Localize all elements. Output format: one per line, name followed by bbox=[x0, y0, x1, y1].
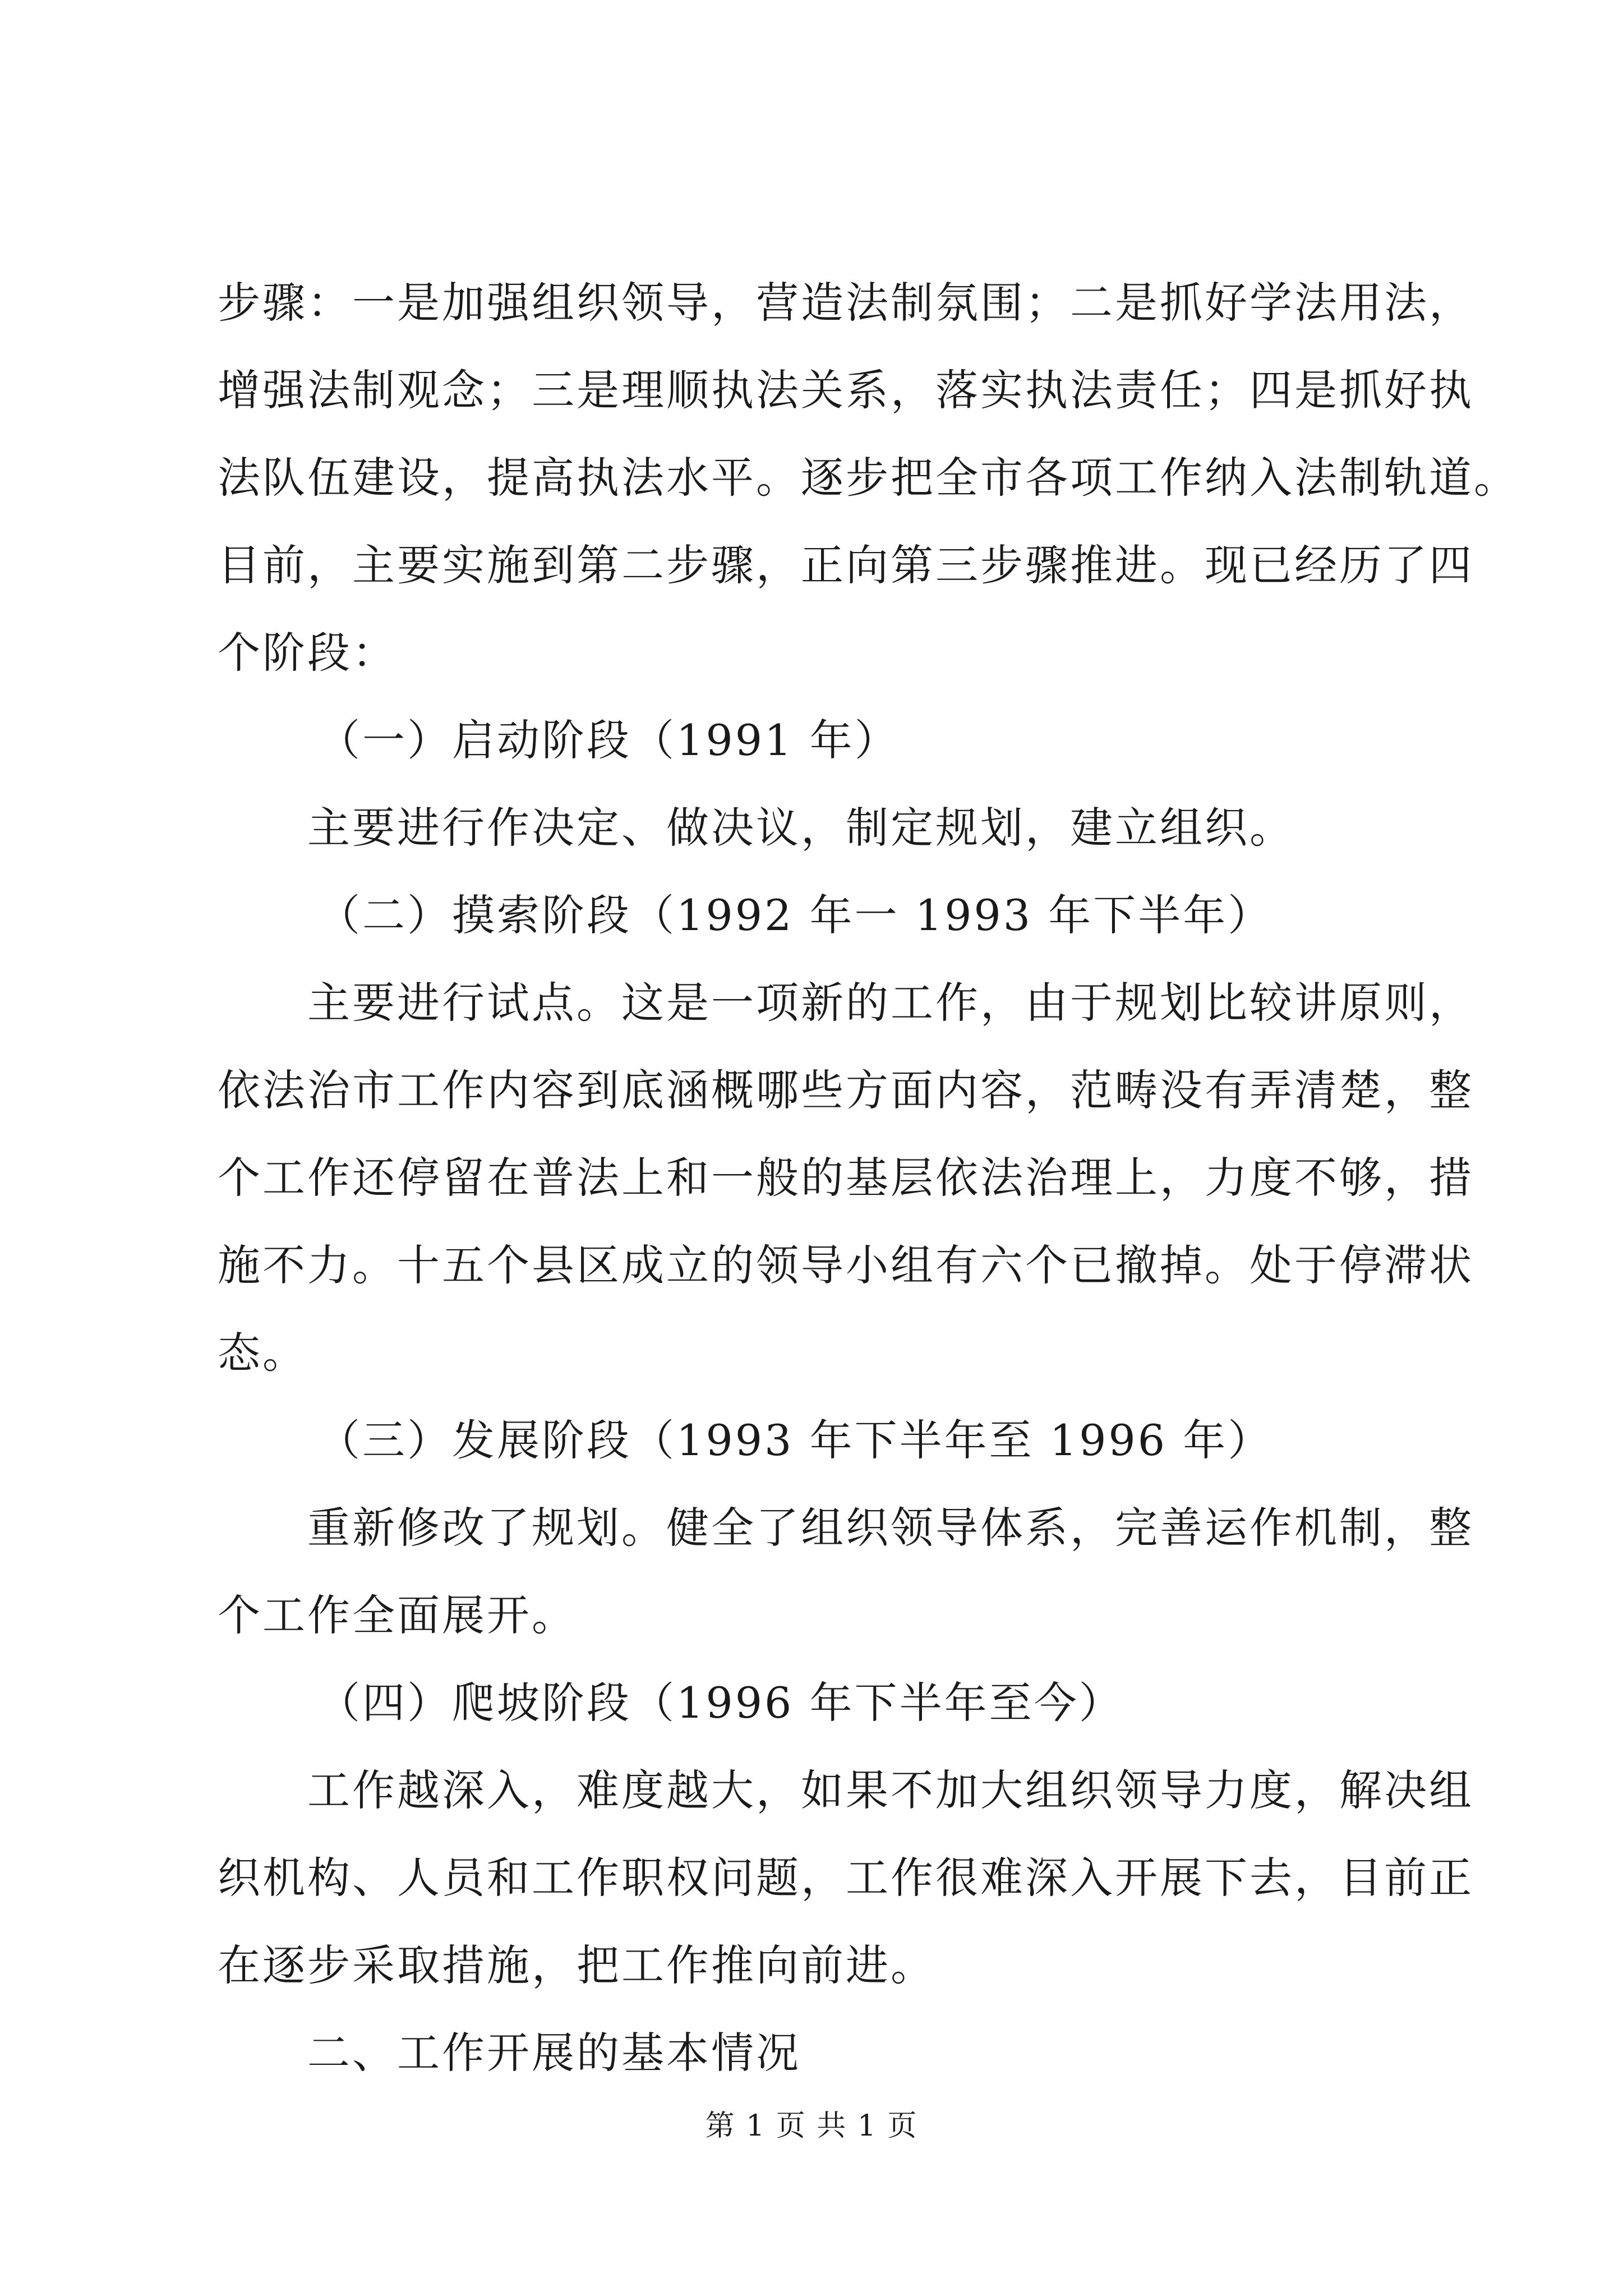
paragraph-line: 态。 bbox=[218, 1328, 307, 1378]
section-heading: （四）爬坡阶段（1996 年下半年至今） bbox=[317, 1678, 1124, 1728]
paragraph-line: 法队伍建设，提高执法水平。逐步把全市各项工作纳入法制轨道。 bbox=[218, 453, 1519, 503]
page-footer: 第 1 页 共 1 页 bbox=[705, 2109, 918, 2143]
section-heading: （三）发展阶段（1993 年下半年至 1996 年） bbox=[317, 1415, 1273, 1465]
paragraph-line: 依法治市工作内容到底涵概哪些方面内容，范畴没有弄清楚，整 bbox=[218, 1065, 1474, 1115]
paragraph-line: 主要进行试点。这是一项新的工作，由于规划比较讲原则， bbox=[307, 978, 1474, 1028]
paragraph-line: 增强法制观念；三是理顺执法关系，落实执法责任；四是抓好执 bbox=[218, 365, 1474, 415]
paragraph-line: 个阶段： bbox=[218, 628, 397, 678]
paragraph-line: 主要进行作决定、做决议，制定规划，建立组织。 bbox=[307, 803, 1294, 853]
paragraph-line: 个工作全面展开。 bbox=[218, 1590, 577, 1640]
paragraph-line: 目前，主要实施到第二步骤，正向第三步骤推进。现已经历了四 bbox=[218, 540, 1474, 590]
document-body bbox=[218, 259, 1519, 2097]
paragraph-line: 在逐步采取措施，把工作推向前进。 bbox=[218, 1940, 935, 1990]
section-heading: （一）启动阶段（1991 年） bbox=[317, 715, 900, 765]
paragraph-line: 施不力。十五个县区成立的领导小组有六个已撤掉。处于停滞状 bbox=[218, 1240, 1474, 1290]
paragraph-line: 重新修改了规划。健全了组织领导体系，完善运作机制，整 bbox=[307, 1503, 1474, 1553]
paragraph-line: 个工作还停留在普法上和一般的基层依法治理上，力度不够，措 bbox=[218, 1153, 1474, 1203]
paragraph-line: 工作越深入，难度越大，如果不加大组织领导力度，解决组 bbox=[307, 1765, 1474, 1815]
paragraph-line: 步骤：一是加强组织领导，营造法制氛围；二是抓好学法用法， bbox=[218, 278, 1474, 328]
paragraph-line: 织机构、人员和工作职权问题，工作很难深入开展下去，目前正 bbox=[218, 1853, 1474, 1903]
part-heading: 二、工作开展的基本情况 bbox=[307, 2028, 801, 2078]
section-heading: （二）摸索阶段（1992 年一 1993 年下半年） bbox=[317, 890, 1273, 940]
